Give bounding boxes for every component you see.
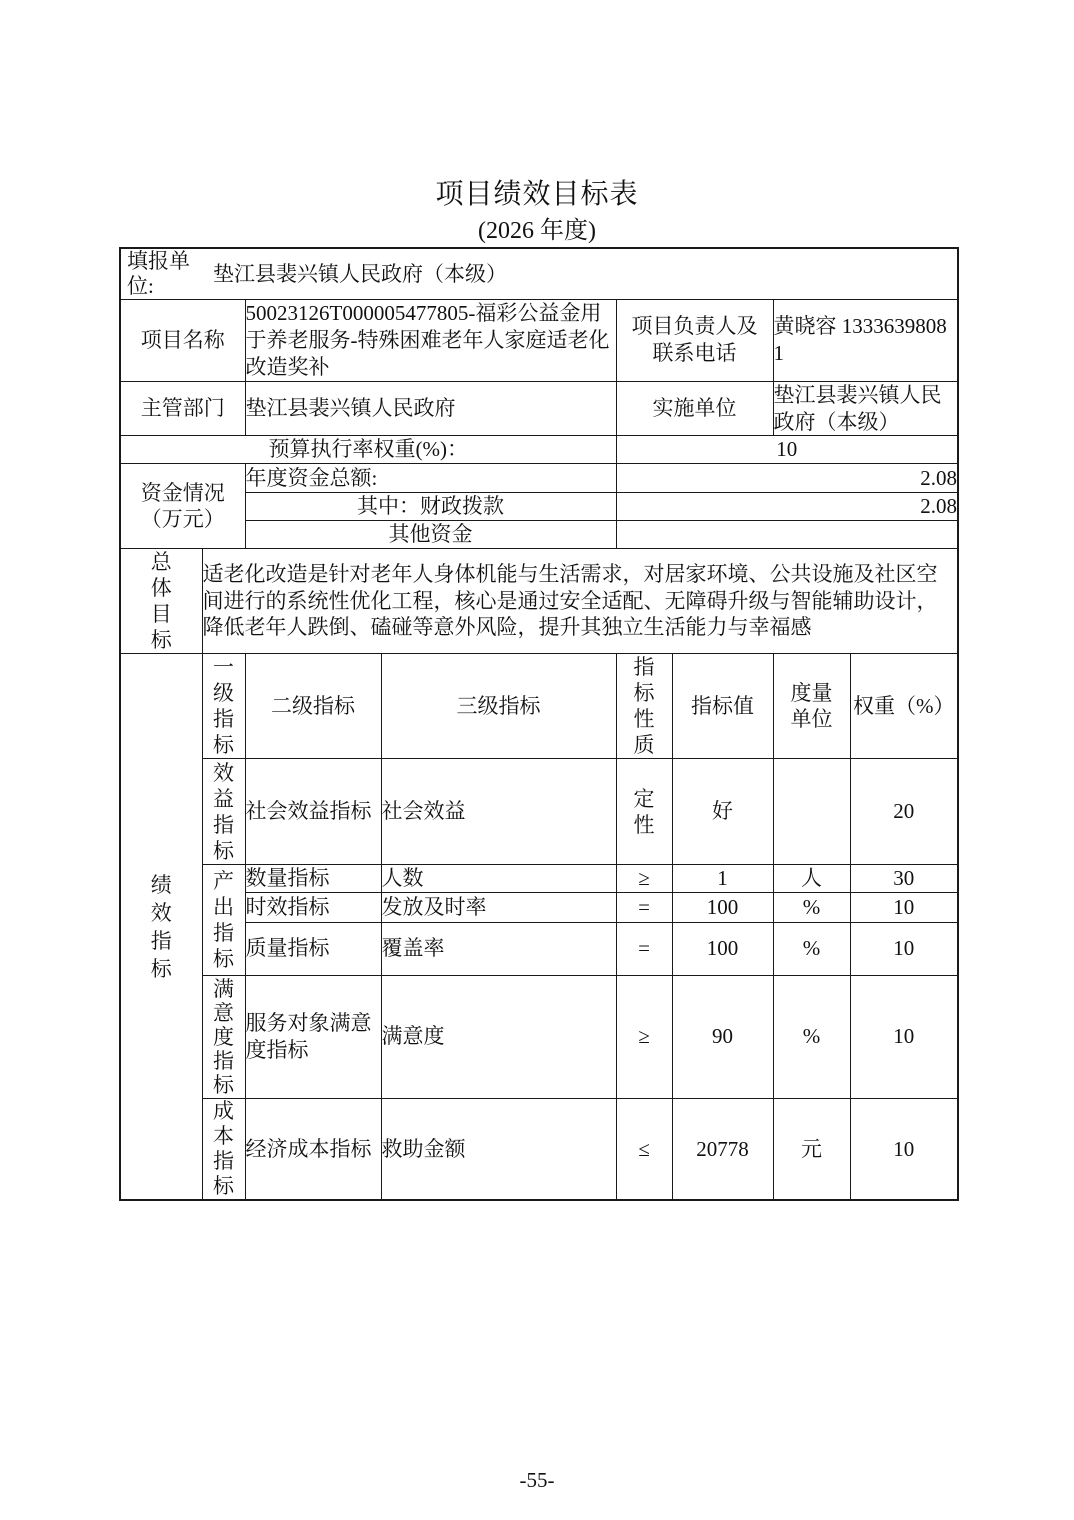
indicator-row-satisfaction — [120, 975, 958, 1098]
impl-unit-value: 垫江县裴兴镇人民政府（本级） — [773, 381, 958, 436]
weight-cell: 10 — [850, 1098, 958, 1200]
value-cell: 好 — [672, 759, 773, 865]
level3-cell: 人数 — [381, 865, 616, 893]
funds-label: 资金情况（万元） — [120, 464, 245, 549]
col-header-unit: 度量单位 — [773, 654, 850, 759]
unit-cell: % — [773, 922, 850, 975]
funds-fiscal-label: 其中：财政拨款 — [245, 493, 616, 521]
unit-cell — [773, 759, 850, 865]
weight-cell: 10 — [850, 975, 958, 1098]
level1-satisfaction: 满意度指标 — [202, 975, 245, 1098]
nature-cell: ≥ — [616, 975, 672, 1098]
filler-unit-value: 垫江县裴兴镇人民政府（本级） — [213, 261, 507, 286]
budget-rate-label: 预算执行率权重(%)： — [120, 436, 616, 464]
overall-goal-label: 总体目标 — [120, 549, 202, 654]
col-header-level2: 二级指标 — [245, 654, 381, 759]
nature-cell: ≤ — [616, 1098, 672, 1200]
indicator-group-label: 绩效指标 — [120, 654, 202, 1201]
filler-unit-label: 填报单位: — [127, 249, 190, 298]
value-cell: 100 — [672, 892, 773, 922]
overall-goal-value: 适老化改造是针对老年人身体机能与生活需求，对居家环境、公共设施及社区空间进行的系统性优化工程，核心是通过安全适配、无障碍升级与智能辅助设计，降低老年人跌倒、磕碰等意外风险，提升其独立生活能力与幸福感 — [202, 549, 958, 654]
funds-other-value — [616, 521, 958, 549]
level3-cell: 救助金额 — [381, 1098, 616, 1200]
project-name-label: 项目名称 — [120, 300, 245, 382]
project-manager-label: 项目负责人及联系电话 — [616, 300, 773, 382]
value-cell: 1 — [672, 865, 773, 893]
weight-cell: 20 — [850, 759, 958, 865]
level1-cost: 成本指标 — [202, 1098, 245, 1200]
level1-output: 产出指标 — [202, 865, 245, 976]
department-value: 垫江县裴兴镇人民政府 — [245, 381, 616, 436]
indicator-row-quantity — [120, 865, 958, 893]
project-name-value: 50023126T000005477805-福彩公益金用于养老服务-特殊困难老年人家庭适老化改造奖补 — [245, 300, 616, 382]
funds-other-label: 其他资金 — [245, 521, 616, 549]
document-title: 项目绩效目标表 — [435, 179, 639, 210]
col-header-value: 指标值 — [672, 654, 773, 759]
col-header-level3: 三级指标 — [381, 654, 616, 759]
unit-cell: 人 — [773, 865, 850, 893]
level2-cell: 服务对象满意度指标 — [245, 975, 381, 1098]
weight-cell: 10 — [850, 892, 958, 922]
value-cell: 100 — [672, 922, 773, 975]
weight-cell: 30 — [850, 865, 958, 893]
value-cell: 20778 — [672, 1098, 773, 1200]
indicator-row-quality — [120, 922, 958, 975]
indicator-row-cost — [120, 1098, 958, 1200]
level3-cell: 社会效益 — [381, 759, 616, 865]
level2-cell: 社会效益指标 — [245, 759, 381, 865]
weight-cell: 10 — [850, 922, 958, 975]
level3-cell: 满意度 — [381, 975, 616, 1098]
level2-cell: 质量指标 — [245, 922, 381, 975]
page-number: -55- — [519, 1468, 555, 1492]
funds-total-value: 2.08 — [616, 464, 958, 493]
department-label: 主管部门 — [120, 381, 245, 436]
unit-cell: 元 — [773, 1098, 850, 1200]
performance-target-table — [119, 247, 959, 1201]
level3-cell: 发放及时率 — [381, 892, 616, 922]
impl-unit-label: 实施单位 — [616, 381, 773, 436]
document-subtitle: (2026 年度) — [478, 218, 596, 244]
unit-cell: % — [773, 892, 850, 922]
level2-cell: 数量指标 — [245, 865, 381, 893]
col-header-level1: 一级指标 — [202, 654, 245, 759]
indicator-row-timeliness — [120, 892, 958, 922]
nature-cell: 定性 — [616, 759, 672, 865]
level2-cell: 时效指标 — [245, 892, 381, 922]
funds-fiscal-value: 2.08 — [616, 493, 958, 521]
indicator-row-benefit — [120, 759, 958, 865]
col-header-nature: 指标性质 — [616, 654, 672, 759]
nature-cell: = — [616, 892, 672, 922]
col-header-weight: 权重（%） — [850, 654, 958, 759]
value-cell: 90 — [672, 975, 773, 1098]
nature-cell: ≥ — [616, 865, 672, 893]
level3-cell: 覆盖率 — [381, 922, 616, 975]
project-manager-value: 黄晓容 13336398081 — [773, 300, 958, 382]
budget-rate-value: 10 — [616, 436, 958, 464]
level1-benefit: 效益指标 — [202, 759, 245, 865]
nature-cell: = — [616, 922, 672, 975]
filler-unit-cell — [120, 248, 958, 300]
level2-cell: 经济成本指标 — [245, 1098, 381, 1200]
unit-cell: % — [773, 975, 850, 1098]
funds-total-label: 年度资金总额: — [245, 464, 616, 493]
